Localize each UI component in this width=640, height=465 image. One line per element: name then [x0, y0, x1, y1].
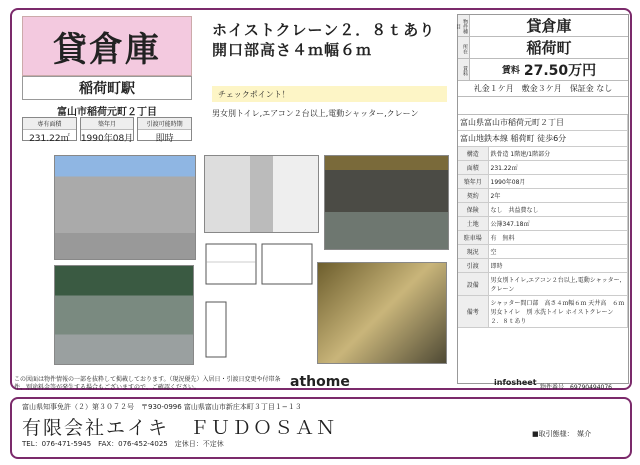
agent-footer — [10, 397, 632, 459]
stairs-photo — [324, 155, 449, 250]
athome-logo: athome — [290, 374, 350, 390]
stats — [22, 117, 192, 144]
exterior-photo — [54, 155, 196, 260]
floor-plan-drawing — [204, 242, 314, 364]
crane-photo — [317, 262, 447, 364]
stat-area: 専有面積 231.22㎡ — [22, 117, 77, 141]
title-box — [22, 16, 192, 76]
warehouse-photo — [54, 265, 194, 365]
station: 稲荷町駅 — [22, 76, 192, 100]
title: 貸倉庫 — [53, 29, 161, 70]
checkpoint-text: 男女別トイレ,エアコン２台以上,電動シャッター,クレーン — [212, 109, 419, 118]
infosheet-label: infosheet — [494, 378, 537, 387]
address: 富山市稲荷元町２丁目 — [57, 107, 157, 118]
checkpoint-label: チェックポイント！ — [212, 86, 447, 102]
stat-handover: 引渡可能時期 即時 — [137, 117, 192, 141]
transaction-mode: ■取引態様： 媒介 — [532, 430, 592, 438]
company-name: 有限会社エイキ ＦＵＤＯＳＡＮ — [22, 417, 338, 439]
stat-built: 築年月 1990年08月 — [80, 117, 135, 141]
property-number: 物件番号 69790494076 — [540, 384, 612, 391]
headline: ホイストクレーン２．８ｔあり 開口部高さ４ｍ幅６ｍ — [212, 21, 436, 59]
notice: この図面は物件情報の一部を抜粋して掲載しております。（現況優先）入居日・引渡日変更や付帯条件、別途料金等が発生する場合もございますので、ご確認ください。 — [14, 376, 281, 391]
contact: TEL：076-471-5945 FAX：076-452-4025 定休日：不定休 — [22, 440, 224, 448]
floor-plan — [204, 242, 314, 364]
spec-table: 富山県富山市稲荷元町２丁目 富山地鉄本線 稲荷町 徒歩6分 構造 鉄骨造 1階建/1階部分 面積 231.22㎡ 築年月 1990年08月 契約 2年 保険 なし 共益費なし 土地 公簿347.18㎡ 駐車場 有 無料 現況 空 引渡 即時 設備 男女別トイレ,エアコン２台以上,電動シャッター,クレーン 備考 シャッター間口部 高さ４ｍ幅６ｍ 天井高 ６ｍ 男女トイレ 別 水洗トイレ ホイストクレーン２．８ｔあり — [458, 115, 628, 328]
flyer-sheet — [10, 8, 632, 390]
info-panel: 物件種目 貸倉庫 所在 稲荷町 賃料 賃料 27.50万円 礼金１ケ月 敷金３ケ月 保証金 なし 富山県富山市稲荷元町２丁目 富山地鉄本線 稲荷町 徒歩6分 構造 鉄骨造 1階建/1階部分 面積 231.22㎡ 築年月 1990年08月 契約 2年 保険 なし 共益費なし 土地 公簿347.18㎡ 駐車場 有 無料 現況 空 引渡 即時 設備 男女別トイレ,エアコン２台以上,電動シャッター,クレーン 備考 シャッター間口部 高さ４ｍ幅６ｍ 天井高 ６ｍ 男女トイレ 別 水洗トイレ ホイストクレーン２．８ｔあり — [457, 14, 629, 384]
license: 富山県知事免許（２）第３０７２号 〒930-0996 富山県富山市新庄本町３丁目１−１３ — [22, 403, 302, 411]
interior-photo — [204, 155, 319, 233]
